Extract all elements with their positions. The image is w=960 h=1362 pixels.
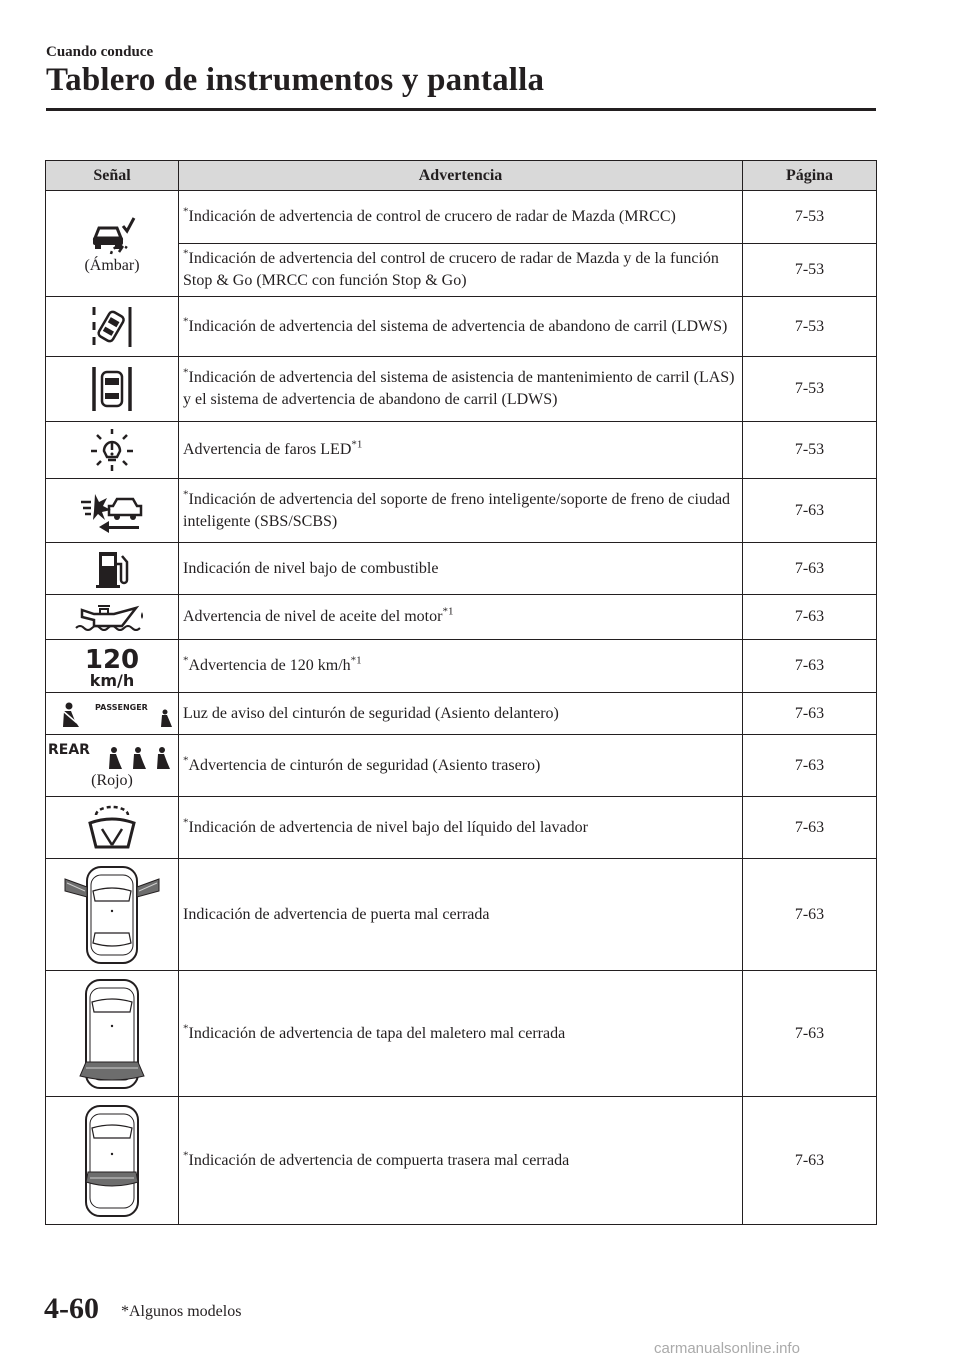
liftgate-icon xyxy=(72,1151,152,1168)
door-ajar-icon xyxy=(57,905,167,922)
page-reference: 7-63 xyxy=(743,479,877,543)
red-caption: (Rojo) xyxy=(91,771,133,789)
signal-cell xyxy=(46,735,179,797)
lane-departure-icon xyxy=(87,317,137,334)
trunk-lid-icon xyxy=(72,1024,152,1041)
footnote: *Algunos modelos xyxy=(121,1303,242,1320)
signal-cell xyxy=(46,797,179,859)
page-title: Tablero de instrumentos y pantalla xyxy=(46,62,545,98)
signal-cell xyxy=(46,479,179,543)
rear-seatbelt-icon xyxy=(48,741,176,763)
header-warning: Advertencia xyxy=(179,161,743,191)
warning-description: *Indicación de advertencia del sistema de asistencia de mantenimiento de carril (LAS) y el sistema de advertencia de abandono de carril (LDWS) xyxy=(179,357,743,422)
page-reference: 7-53 xyxy=(743,244,877,297)
speed-unit: km/h xyxy=(89,671,135,689)
table-row xyxy=(46,543,877,595)
section-label: Cuando conduce xyxy=(46,44,154,60)
speed-number: 120 xyxy=(84,645,140,675)
warning-signals-table xyxy=(45,160,877,1225)
warning-description: *Indicación de advertencia de tapa del maletero mal cerrada xyxy=(179,971,743,1097)
title-rule xyxy=(46,108,876,111)
passenger-seatbelt-icon xyxy=(49,704,175,721)
page-reference: 7-53 xyxy=(743,422,877,479)
warning-description: Indicación de nivel bajo de combustible xyxy=(179,543,743,595)
washer-fluid-icon xyxy=(84,818,140,835)
warning-description: *Advertencia de cinturón de seguridad (Asiento trasero) xyxy=(179,735,743,797)
page-reference: 7-63 xyxy=(743,797,877,859)
warning-description: *Advertencia de 120 $km/h^{*1}$ xyxy=(179,640,743,693)
signal-cell xyxy=(46,640,179,693)
warning-description: *Indicación de advertencia del sistema de advertencia de abandono de carril (LDWS) xyxy=(179,297,743,357)
warning-description: Luz de aviso del cinturón de seguridad (Asiento delantero) xyxy=(179,693,743,735)
page-reference: 7-63 xyxy=(743,595,877,640)
signal-cell xyxy=(46,693,179,735)
page-reference: 7-53 xyxy=(743,357,877,422)
warning-description: *Indicación de advertencia de control de crucero de radar de Mazda (MRCC) xyxy=(179,191,743,244)
table-row xyxy=(46,971,877,1097)
warning-description: *Indicación de advertencia del control de crucero de radar de Mazda y de la función Stop & Go (MRCC con función Stop & Go) xyxy=(179,244,743,297)
fuel-pump-icon xyxy=(92,559,132,576)
page-reference: 7-63 xyxy=(743,971,877,1097)
warning-description: Advertencia de faros LED$^{*1}$ xyxy=(179,422,743,479)
page-number: 4-60 xyxy=(44,1292,99,1325)
warning-description: *Indicación de advertencia del soporte de freno inteligente/soporte de freno de ciudad inteligente (SBS/SCBS) xyxy=(179,479,743,543)
page-reference: 7-53 xyxy=(743,297,877,357)
warning-description: *Indicación de advertencia de nivel bajo del líquido del lavador xyxy=(179,797,743,859)
lane-keep-assist-icon xyxy=(87,380,137,397)
page-reference: 7-63 xyxy=(743,543,877,595)
table-row xyxy=(46,640,877,693)
signal-cell xyxy=(46,595,179,640)
table-row xyxy=(46,735,877,797)
mrcc-cruise-icon xyxy=(87,224,137,241)
signal-cell xyxy=(46,543,179,595)
signal-cell xyxy=(46,859,179,971)
page-reference: 7-63 xyxy=(743,640,877,693)
smart-brake-icon xyxy=(77,501,147,518)
page-reference: 7-53 xyxy=(743,191,877,244)
page-reference: 7-63 xyxy=(743,1097,877,1225)
table-row xyxy=(46,357,877,422)
table-row xyxy=(46,595,877,640)
warning-description: Indicación de advertencia de puerta mal cerrada xyxy=(179,859,743,971)
table-row xyxy=(46,297,877,357)
header-signal: Señal xyxy=(46,161,179,191)
table-row xyxy=(46,1097,877,1225)
page-reference: 7-63 xyxy=(743,693,877,735)
table-row xyxy=(46,479,877,543)
signal-cell xyxy=(46,1097,179,1225)
header-page: Página xyxy=(743,161,877,191)
oil-can-icon xyxy=(74,608,150,625)
amber-caption: (Ámbar) xyxy=(84,256,140,274)
speed-120-icon xyxy=(77,645,147,689)
signal-cell xyxy=(46,297,179,357)
signal-cell xyxy=(46,971,179,1097)
page-reference: 7-63 xyxy=(743,859,877,971)
led-headlight-icon xyxy=(87,441,137,458)
table-row xyxy=(46,797,877,859)
watermark: carmanualsonline.info xyxy=(654,1340,800,1357)
table-header-row xyxy=(46,161,877,191)
rear-label: REAR xyxy=(48,741,90,758)
signal-cell xyxy=(46,191,179,297)
signal-cell xyxy=(46,357,179,422)
warning-description: *Indicación de advertencia de compuerta trasera mal cerrada xyxy=(179,1097,743,1225)
table-row xyxy=(46,422,877,479)
table-row xyxy=(46,693,877,735)
page-reference: 7-63 xyxy=(743,735,877,797)
passenger-label: PASSENGER xyxy=(95,702,148,712)
table-row xyxy=(46,191,877,244)
table-row xyxy=(46,859,877,971)
signal-cell xyxy=(46,422,179,479)
warning-description: Advertencia de nivel de aceite del motor$^{*1}$ xyxy=(179,595,743,640)
